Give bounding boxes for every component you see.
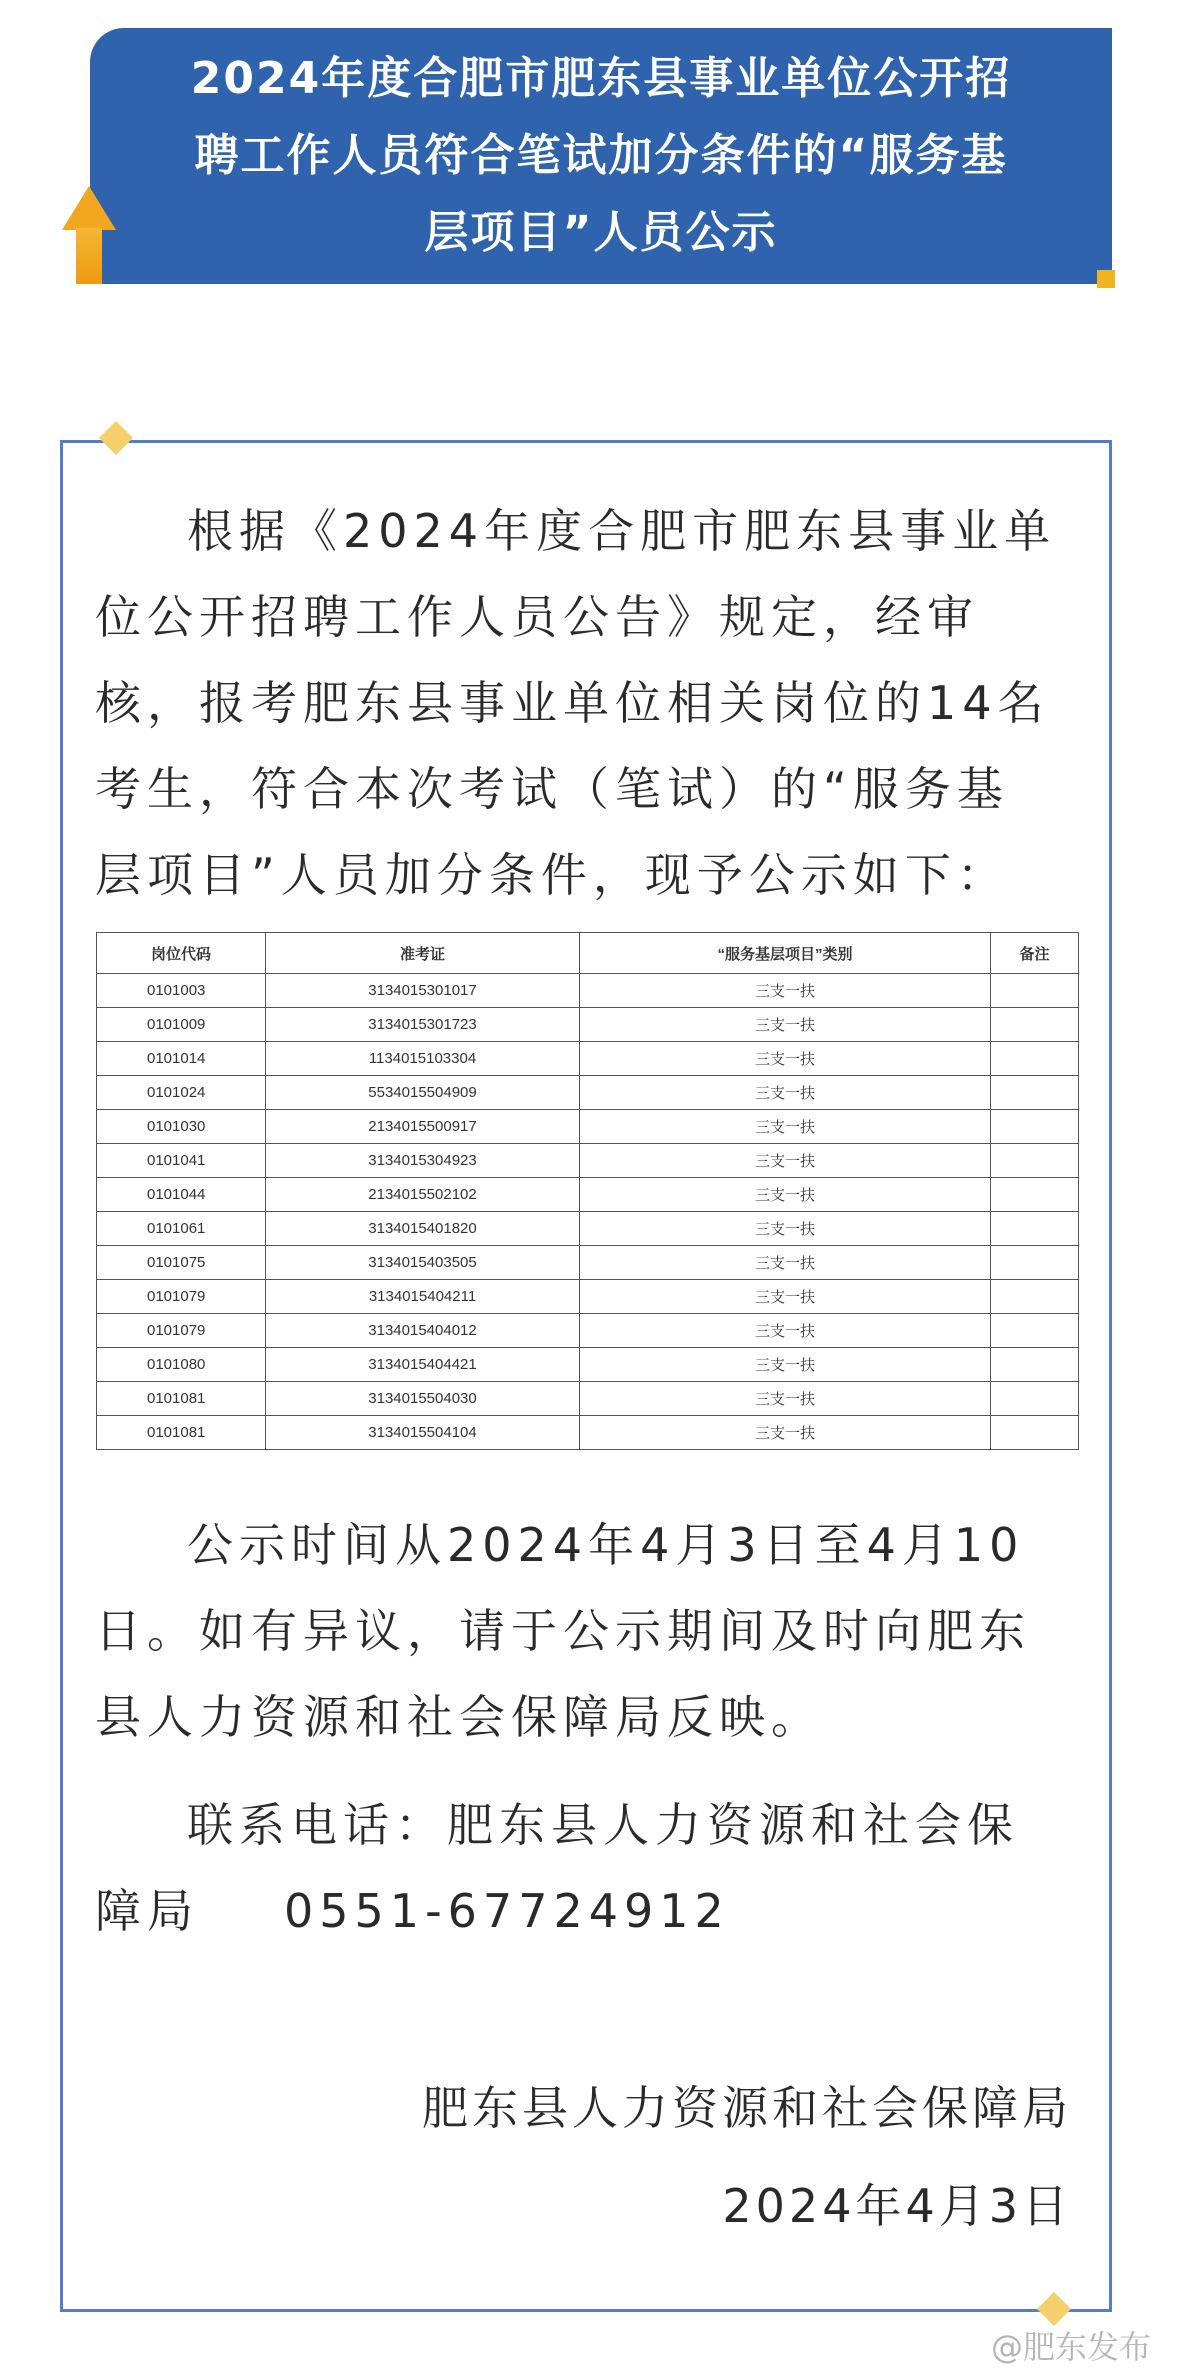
page-title [120,40,1082,271]
table-row [97,1110,1079,1144]
table-row [97,974,1079,1008]
cell-category: 三支一扶 [580,1144,991,1178]
notice-paragraph [95,1502,1078,1760]
table-row [97,1314,1079,1348]
cell-exam-number: 3134015404012 [266,1314,580,1348]
title-line: 层项目”人员公示 [424,207,778,258]
cell-position-code: 0101081 [97,1382,266,1416]
cell-position-code: 0101030 [97,1110,266,1144]
cell-exam-number: 3134015401820 [266,1212,580,1246]
intro-paragraph [95,488,1078,918]
table-row [97,1416,1079,1450]
cell-position-code: 0101081 [97,1416,266,1450]
cell-exam-number: 3134015301017 [266,974,580,1008]
column-header: “服务基层项目”类别 [580,933,991,974]
cell-remark [991,1246,1079,1280]
table-row [97,1212,1079,1246]
column-header: 准考证 [266,933,580,974]
cell-remark [991,1076,1079,1110]
intro-line: 位公开招聘工作人员公告》规定，经审 [95,590,979,644]
cell-exam-number: 3134015404211 [266,1280,580,1314]
contact-paragraph [95,1782,1078,1954]
cell-exam-number: 3134015404421 [266,1348,580,1382]
cell-exam-number: 2134015502102 [266,1178,580,1212]
table-row [97,1348,1079,1382]
table-body [97,974,1079,1450]
cell-remark [991,1178,1079,1212]
cell-exam-number: 2134015500917 [266,1110,580,1144]
cell-remark [991,1144,1079,1178]
cell-category: 三支一扶 [580,1314,991,1348]
title-line: 聘工作人员符合笔试加分条件的“服务基 [194,130,1008,181]
table-header-row [97,933,1079,974]
column-header: 岗位代码 [97,933,266,974]
cell-exam-number: 1134015103304 [266,1042,580,1076]
cell-remark [991,974,1079,1008]
cell-position-code: 0101014 [97,1042,266,1076]
table-row [97,1246,1079,1280]
cell-category: 三支一扶 [580,1212,991,1246]
table-row [97,1382,1079,1416]
contact-line-prefix: 障局 [95,1884,199,1938]
signature-date: 2024年4月3日 [722,2179,1072,2233]
intro-line: 层项目”人员加分条件，现予公示如下： [95,848,1009,902]
signature-organization: 肥东县人力资源和社会保障局 [422,2081,1072,2135]
cell-remark [991,1042,1079,1076]
table-row [97,1008,1079,1042]
cell-category: 三支一扶 [580,1076,991,1110]
cell-remark [991,1280,1079,1314]
cell-remark [991,1008,1079,1042]
cell-position-code: 0101009 [97,1008,266,1042]
cell-exam-number: 3134015504030 [266,1382,580,1416]
cell-position-code: 0101024 [97,1076,266,1110]
table-row [97,1144,1079,1178]
cell-category: 三支一扶 [580,1280,991,1314]
cell-remark [991,1382,1079,1416]
cell-category: 三支一扶 [580,974,991,1008]
cell-position-code: 0101044 [97,1178,266,1212]
cell-remark [991,1314,1079,1348]
cell-exam-number: 3134015304923 [266,1144,580,1178]
cell-remark [991,1110,1079,1144]
corner-accent [1097,270,1115,288]
cell-remark [991,1348,1079,1382]
cell-exam-number: 3134015504104 [266,1416,580,1450]
cell-category: 三支一扶 [580,1042,991,1076]
up-arrow-shaft [76,228,102,284]
cell-position-code: 0101003 [97,974,266,1008]
cell-exam-number: 3134015403505 [266,1246,580,1280]
cell-position-code: 0101061 [97,1212,266,1246]
cell-position-code: 0101041 [97,1144,266,1178]
cell-category: 三支一扶 [580,1178,991,1212]
cell-remark [991,1416,1079,1450]
cell-remark [991,1212,1079,1246]
cell-exam-number: 3134015301723 [266,1008,580,1042]
cell-category: 三支一扶 [580,1348,991,1382]
table-row [97,1280,1079,1314]
cell-category: 三支一扶 [580,1416,991,1450]
cell-category: 三支一扶 [580,1246,991,1280]
cell-category: 三支一扶 [580,1008,991,1042]
cell-position-code: 0101080 [97,1348,266,1382]
watermark: @肥东发布 [990,2328,1151,2366]
up-arrow-icon [62,186,116,230]
cell-position-code: 0101079 [97,1280,266,1314]
table-row [97,1076,1079,1110]
candidates-table [96,932,1079,1450]
intro-line: 根据《2024年度合肥市肥东县事业单 [187,504,1057,558]
intro-line: 核，报考肥东县事业单位相关岗位的14名 [95,676,1050,730]
cell-position-code: 0101079 [97,1314,266,1348]
notice-line: 公示时间从2024年4月3日至4月10 [187,1518,1025,1572]
table-row [97,1042,1079,1076]
column-header: 备注 [991,933,1079,974]
cell-exam-number: 5534015504909 [266,1076,580,1110]
contact-line: 联系电话：肥东县人力资源和社会保 [187,1798,1019,1852]
notice-line: 县人力资源和社会保障局反映。 [95,1690,823,1744]
cell-category: 三支一扶 [580,1110,991,1144]
cell-position-code: 0101075 [97,1246,266,1280]
cell-category: 三支一扶 [580,1382,991,1416]
intro-line: 考生，符合本次考试（笔试）的“服务基 [95,762,1009,816]
title-line: 2024年度合肥市肥东县事业单位公开招 [190,53,1012,104]
contact-phone: 0551-67724912 [284,1884,730,1938]
notice-line: 日。如有异议，请于公示期间及时向肥东 [95,1604,1031,1658]
table-row [97,1178,1079,1212]
